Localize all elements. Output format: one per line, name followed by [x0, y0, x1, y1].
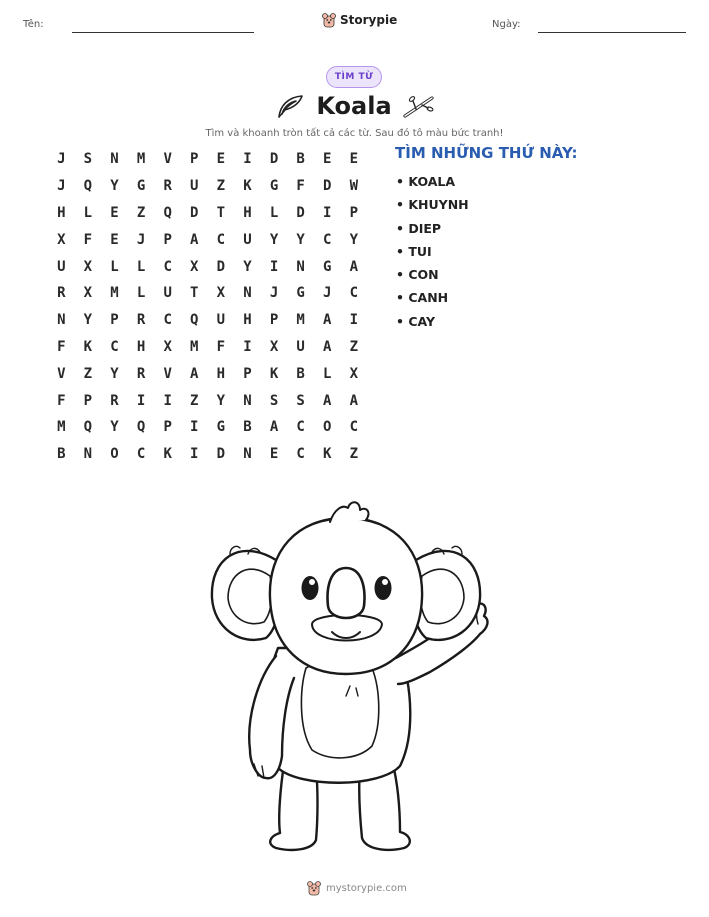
grid-letter[interactable]: H — [216, 365, 226, 382]
grid-letter[interactable]: N — [243, 446, 252, 463]
grid-letter[interactable]: F — [83, 231, 93, 248]
grid-letter[interactable]: T — [190, 285, 199, 302]
branch-icon — [402, 92, 436, 120]
grid-letter[interactable]: B — [296, 365, 305, 382]
grid-letter[interactable]: H — [243, 204, 252, 221]
grid-letter[interactable]: E — [269, 446, 279, 463]
grid-letter[interactable]: J — [57, 178, 66, 195]
grid-letter[interactable]: I — [136, 392, 146, 409]
word-item: • CANH — [396, 290, 449, 306]
grid-letter[interactable]: R — [163, 178, 172, 195]
grid-letter[interactable]: L — [323, 365, 332, 382]
grid-letter[interactable]: I — [269, 258, 279, 275]
grid-letter[interactable]: F — [216, 338, 226, 355]
grid-letter[interactable]: P — [190, 151, 199, 168]
grid-row — [48, 441, 367, 468]
grid-letter[interactable]: V — [57, 365, 66, 382]
grid-letter[interactable]: E — [216, 151, 226, 168]
grid-letter[interactable]: V — [163, 151, 172, 168]
grid-letter[interactable]: P — [349, 204, 359, 221]
grid-letter[interactable]: Y — [83, 312, 93, 329]
grid-letter[interactable]: X — [83, 258, 93, 275]
grid-letter[interactable]: A — [269, 419, 279, 436]
grid-letter[interactable]: A — [190, 365, 199, 382]
grid-letter[interactable]: D — [269, 151, 279, 168]
grid-letter[interactable]: Z — [349, 338, 359, 355]
grid-letter[interactable]: E — [110, 204, 119, 221]
grid-letter[interactable]: P — [243, 365, 252, 382]
grid-letter[interactable]: N — [243, 285, 252, 302]
grid-letter[interactable]: I — [190, 446, 199, 463]
grid-letter[interactable]: P — [163, 419, 172, 436]
grid-letter[interactable]: C — [216, 231, 226, 248]
grid-letter[interactable]: I — [323, 204, 332, 221]
grid-row — [48, 280, 367, 307]
grid-letter[interactable]: P — [83, 392, 93, 409]
grid-letter[interactable]: P — [269, 312, 279, 329]
grid-letter[interactable]: T — [216, 204, 226, 221]
grid-letter[interactable]: R — [57, 285, 66, 302]
grid-letter[interactable]: X — [163, 338, 172, 355]
grid-letter[interactable]: Q — [136, 419, 146, 436]
grid-letter[interactable]: B — [57, 446, 66, 463]
grid-letter[interactable]: R — [136, 365, 146, 382]
grid-letter[interactable]: C — [136, 446, 146, 463]
grid-letter[interactable]: P — [163, 231, 172, 248]
grid-letter[interactable]: M — [110, 285, 119, 302]
grid-letter[interactable]: Y — [110, 419, 119, 436]
grid-row — [48, 173, 367, 200]
footer-url: mystorypie.com — [326, 882, 407, 894]
grid-letter[interactable]: L — [83, 204, 93, 221]
grid-letter[interactable]: Q — [190, 312, 199, 329]
grid-letter[interactable]: O — [110, 446, 119, 463]
grid-row — [48, 414, 367, 441]
grid-letter[interactable]: C — [349, 285, 359, 302]
grid-letter[interactable]: C — [110, 338, 119, 355]
grid-letter[interactable]: Z — [216, 178, 226, 195]
grid-letter[interactable]: A — [323, 312, 332, 329]
grid-letter[interactable]: L — [110, 258, 119, 275]
grid-letter[interactable]: V — [163, 365, 172, 382]
grid-letter[interactable]: A — [349, 392, 359, 409]
grid-letter[interactable]: M — [190, 338, 199, 355]
grid-letter[interactable]: H — [57, 204, 66, 221]
grid-letter[interactable]: D — [296, 204, 305, 221]
grid-letter[interactable]: S — [296, 392, 305, 409]
grid-letter[interactable]: N — [83, 446, 93, 463]
word-list — [396, 170, 469, 333]
grid-letter[interactable]: Q — [83, 419, 93, 436]
grid-letter[interactable]: F — [57, 338, 66, 355]
grid-letter[interactable]: X — [57, 231, 66, 248]
word-search-grid — [48, 146, 367, 468]
grid-letter[interactable]: N — [243, 392, 252, 409]
grid-letter[interactable]: O — [323, 419, 332, 436]
grid-letter[interactable]: Y — [296, 231, 305, 248]
grid-letter[interactable]: G — [269, 178, 279, 195]
grid-row — [48, 253, 367, 280]
grid-letter[interactable]: Y — [110, 178, 119, 195]
grid-letter[interactable]: D — [190, 204, 199, 221]
grid-letter[interactable]: J — [136, 231, 146, 248]
grid-letter[interactable]: D — [216, 446, 226, 463]
word-item: • TUI — [396, 243, 432, 259]
grid-letter[interactable]: L — [136, 258, 146, 275]
grid-row — [48, 307, 367, 334]
grid-letter[interactable]: Z — [349, 446, 359, 463]
grid-row — [48, 334, 367, 361]
grid-letter[interactable]: I — [243, 338, 252, 355]
grid-letter[interactable]: F — [296, 178, 305, 195]
grid-letter[interactable]: X — [190, 258, 199, 275]
grid-letter[interactable]: U — [163, 285, 172, 302]
word-item: • CAY — [396, 313, 436, 329]
grid-letter[interactable]: X — [269, 338, 279, 355]
grid-letter[interactable]: L — [136, 285, 146, 302]
grid-letter[interactable]: G — [296, 285, 305, 302]
grid-letter[interactable]: R — [110, 392, 119, 409]
koala-coloring-illustration — [200, 488, 510, 858]
grid-letter[interactable]: C — [349, 419, 359, 436]
grid-letter[interactable]: Q — [163, 204, 172, 221]
grid-letter[interactable]: A — [323, 392, 332, 409]
grid-letter[interactable]: G — [323, 258, 332, 275]
grid-letter[interactable]: D — [216, 258, 226, 275]
grid-letter[interactable]: I — [190, 419, 199, 436]
name-label: Tên: — [23, 19, 44, 30]
grid-letter[interactable]: W — [349, 178, 359, 195]
grid-letter[interactable]: L — [269, 204, 279, 221]
word-list-title: TÌM NHỮNG THỨ NÀY: — [395, 144, 578, 162]
date-label: Ngày: — [492, 19, 521, 30]
grid-letter[interactable]: K — [243, 178, 252, 195]
grid-letter[interactable]: K — [83, 338, 93, 355]
grid-letter[interactable]: K — [323, 446, 332, 463]
grid-letter[interactable]: U — [57, 258, 66, 275]
grid-letter[interactable]: K — [163, 446, 172, 463]
grid-letter[interactable]: H — [136, 338, 146, 355]
grid-letter[interactable]: A — [349, 258, 359, 275]
grid-letter[interactable]: A — [190, 231, 199, 248]
grid-letter[interactable]: D — [323, 178, 332, 195]
grid-row — [48, 360, 367, 387]
brand-logo — [322, 12, 397, 28]
word-item: • CON — [396, 267, 439, 283]
grid-letter[interactable]: Y — [349, 231, 359, 248]
grid-letter[interactable]: U — [190, 178, 199, 195]
grid-letter[interactable]: B — [243, 419, 252, 436]
grid-letter[interactable]: Y — [269, 231, 279, 248]
grid-letter[interactable]: G — [136, 178, 146, 195]
grid-letter[interactable]: H — [243, 312, 252, 329]
word-item: • KOALA — [396, 174, 456, 189]
grid-row — [48, 226, 367, 253]
word-item: • DIEP — [396, 220, 442, 236]
grid-letter[interactable]: C — [323, 231, 332, 248]
grid-row — [48, 387, 367, 414]
grid-letter[interactable]: Y — [243, 258, 252, 275]
grid-letter[interactable]: B — [296, 151, 305, 168]
grid-letter[interactable]: J — [269, 285, 279, 302]
grid-letter[interactable]: N — [57, 312, 66, 329]
grid-letter[interactable]: A — [323, 338, 332, 355]
grid-letter[interactable]: I — [349, 312, 359, 329]
puzzle-type-badge: TÌM TỪ — [326, 66, 382, 88]
footer-brand — [307, 880, 407, 896]
grid-letter[interactable]: S — [83, 151, 93, 168]
grid-letter[interactable]: N — [296, 258, 305, 275]
grid-letter[interactable]: E — [349, 151, 359, 168]
brand-name: Storypie — [340, 13, 398, 27]
grid-row — [48, 200, 367, 227]
grid-letter[interactable]: U — [216, 312, 226, 329]
page-title: Koala — [316, 92, 392, 120]
grid-letter[interactable]: K — [269, 365, 279, 382]
grid-letter[interactable]: C — [296, 419, 305, 436]
grid-letter[interactable]: J — [323, 285, 332, 302]
grid-letter[interactable]: C — [296, 446, 305, 463]
grid-letter[interactable]: I — [243, 151, 252, 168]
koala-logo-icon — [307, 880, 321, 896]
grid-letter[interactable]: M — [136, 151, 146, 168]
koala-logo-icon — [322, 12, 336, 28]
grid-letter[interactable]: R — [136, 312, 146, 329]
grid-letter[interactable]: Z — [83, 365, 93, 382]
date-line — [538, 32, 686, 33]
grid-letter[interactable]: Z — [190, 392, 199, 409]
grid-letter[interactable]: Y — [216, 392, 226, 409]
grid-letter[interactable]: N — [110, 151, 119, 168]
grid-letter[interactable]: I — [163, 392, 172, 409]
grid-letter[interactable]: X — [216, 285, 226, 302]
grid-letter[interactable]: S — [269, 392, 279, 409]
grid-letter[interactable]: C — [163, 312, 172, 329]
grid-letter[interactable]: J — [57, 151, 66, 168]
instructions-text: Tìm và khoanh tròn tất cả các từ. Sau đó tô màu bức tranh! — [205, 128, 504, 139]
grid-letter[interactable]: X — [83, 285, 93, 302]
grid-letter[interactable]: G — [216, 419, 226, 436]
grid-letter[interactable]: E — [110, 231, 119, 248]
grid-letter[interactable]: Z — [136, 204, 146, 221]
grid-letter[interactable]: X — [349, 365, 359, 382]
grid-letter[interactable]: Q — [83, 178, 93, 195]
grid-letter[interactable]: U — [296, 338, 305, 355]
grid-letter[interactable]: Y — [110, 365, 119, 382]
word-item: • KHUYNH — [396, 197, 469, 213]
grid-letter[interactable]: F — [57, 392, 66, 409]
grid-letter[interactable]: U — [243, 231, 252, 248]
grid-letter[interactable]: E — [323, 151, 332, 168]
name-line — [72, 32, 254, 33]
grid-row — [48, 146, 367, 173]
grid-letter[interactable]: M — [57, 419, 66, 436]
grid-letter[interactable]: C — [163, 258, 172, 275]
grid-letter[interactable]: M — [296, 312, 305, 329]
grid-letter[interactable]: P — [110, 312, 119, 329]
